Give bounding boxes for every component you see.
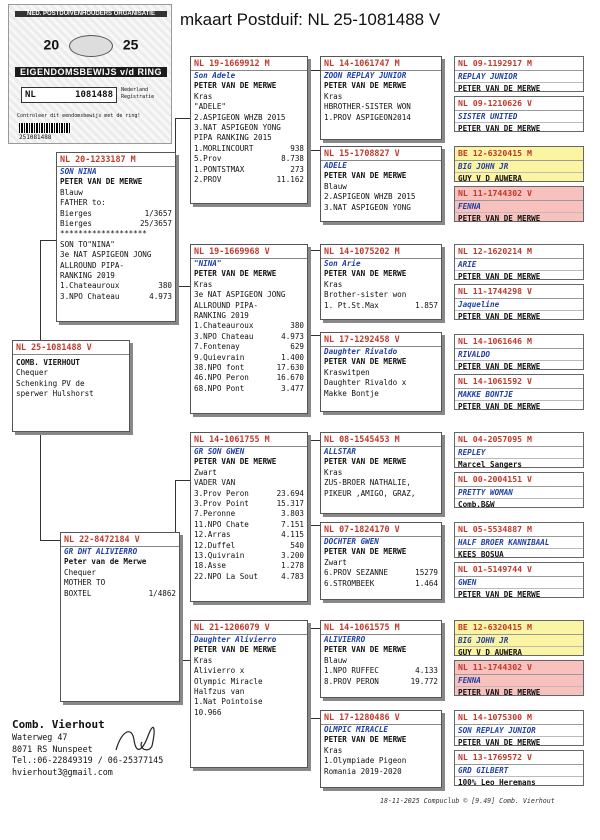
- pedigree-name: OLMPIC MIRACLE: [324, 725, 389, 734]
- dam-ring: NL 22-8472184 V: [61, 533, 179, 547]
- pedigree-name: SISTER UNITED: [455, 111, 583, 123]
- sire-owner: PETER VAN DE MERWE: [60, 177, 143, 187]
- pedigree-result-row: 11.NPO Chate 7.151: [194, 519, 304, 529]
- owner-email[interactable]: hvierhout3@gmail.com: [12, 766, 113, 777]
- pedigree-line: Makke Bontje: [324, 388, 379, 398]
- pedigree-line: ZUS-BROER NATHALIE,: [324, 478, 411, 488]
- pedigree-owner: PETER VAN DE MERWE: [324, 547, 407, 557]
- pedigree-owner: PETER VAN DE MERWE: [194, 81, 277, 91]
- gen5-cell[interactable]: [454, 432, 584, 468]
- dam-result-row: BOXTEL 1/4862: [64, 588, 176, 598]
- pedigree-line: Kras: [324, 467, 343, 477]
- pedigree-result-row: 1. Pt.St.Max 1.857: [324, 300, 438, 310]
- pedigree-name: ADELE: [324, 161, 347, 170]
- pedigree-owner: GUY V D AUWERA: [458, 648, 523, 657]
- sire-card[interactable]: [56, 152, 176, 322]
- signature-icon: [112, 722, 160, 758]
- pedigree-name: FENNA: [455, 675, 583, 687]
- pedigree-ring: NL 14-1075202 M: [321, 245, 441, 259]
- pedigree-name: REPLEY: [455, 447, 583, 459]
- ring-certificate-image: [8, 4, 172, 144]
- owner-address: Waterweg 47: [12, 732, 68, 742]
- pedigree-name: SON REPLAY JUNIOR: [455, 725, 583, 737]
- ring-region: Nederland Registratie: [121, 87, 155, 100]
- pedigree-result-row: 12.Duffel 540: [194, 540, 304, 550]
- pedigree-owner: PETER VAN DE MERWE: [458, 590, 541, 599]
- pedigree-owner: PETER VAN DE MERWE: [458, 214, 541, 223]
- pedigree-ring: NL 17-1280486 V: [321, 711, 441, 725]
- pedigree-owner: GUY V D AUWERA: [458, 174, 523, 183]
- gen5-cell[interactable]: [454, 244, 584, 280]
- pedigree-name: HALF BROER KANNIBAAL: [455, 537, 583, 549]
- gen5-cell[interactable]: [454, 472, 584, 508]
- pedigree-result-row: 8.PROV PERON 19.772: [324, 676, 438, 686]
- pedigree-ring: NL 04-2057095 M: [455, 433, 583, 447]
- pedigree-owner: PETER VAN DE MERWE: [458, 362, 541, 371]
- sire-line: ALLROUND PIPA-: [60, 260, 125, 270]
- sire-line: RANKING 2019: [60, 271, 115, 281]
- gen5-cell[interactable]: [454, 284, 584, 320]
- gen5-cell[interactable]: [454, 334, 584, 370]
- gen4-card[interactable]: [320, 146, 442, 222]
- gen4-card[interactable]: [320, 620, 442, 698]
- pedigree-owner: PETER VAN DE MERWE: [458, 124, 541, 133]
- pedigree-owner: PETER VAN DE MERWE: [458, 272, 541, 281]
- gen5-cell[interactable]: [454, 522, 584, 558]
- pedigree-line: 3.NAT ASPIGEON YONG: [194, 123, 281, 133]
- pedigree-line: 2.ASPIGEON WHZB 2015: [324, 192, 416, 202]
- barcode-icon: [19, 123, 71, 133]
- granddam-maternal-card[interactable]: [190, 620, 308, 768]
- pedigree-ring: NL 05-5534887 M: [455, 523, 583, 537]
- pedigree-result-row: 18.Asse 1.278: [194, 561, 304, 571]
- pedigree-result-row: 1.PONTSTMAX 273: [194, 164, 304, 174]
- pedigree-name: Daughter Alivierro: [194, 635, 277, 644]
- pedigree-ring: NL 11-1744302 V: [455, 661, 583, 675]
- pedigree-name: Daughter Rivaldo: [324, 347, 398, 356]
- pedigree-line: "ADELE": [194, 102, 227, 112]
- owner-address: 8071 RS Nunspeet: [12, 743, 93, 754]
- pedigree-ring: NL 07-1824170 V: [321, 523, 441, 537]
- pedigree-owner: PETER VAN DE MERWE: [324, 269, 407, 279]
- pedigree-line: Kras: [324, 745, 343, 755]
- pedigree-result-row: 1.MORLINCOURT 938: [194, 143, 304, 153]
- pedigree-ring: BE 12-6320415 M: [455, 147, 583, 161]
- pedigree-result-row: 38.NPO font 17.630: [194, 363, 304, 373]
- pedigree-line: Kras: [194, 279, 213, 289]
- pedigree-owner: PETER VAN DE MERWE: [194, 645, 277, 655]
- pedigree-name: REPLAY JUNIOR: [455, 71, 583, 83]
- pedigree-line: Kras: [324, 279, 343, 289]
- dam-owner: Peter van de Merwe: [64, 557, 147, 567]
- pedigree-result-row: 2.PROV 11.162: [194, 175, 304, 185]
- ring-number-box: NL 1081488: [21, 87, 117, 103]
- pedigree-name: GRD GILBERT: [455, 765, 583, 777]
- pedigree-owner: 100% Leo Heremans: [458, 778, 536, 787]
- pedigree-line: Brother-sister won: [324, 290, 407, 300]
- grandsire-paternal-card[interactable]: [190, 56, 308, 204]
- pedigree-result-row: 9.Quievrain 1.400: [194, 352, 304, 362]
- gen4-card[interactable]: [320, 432, 442, 514]
- pedigree-ring: NL 09-1210626 V: [455, 97, 583, 111]
- pedigree-ring: NL 12-1620214 M: [455, 245, 583, 259]
- subject-line: sperwer Hulshorst: [16, 389, 94, 399]
- subject-line: Chequer: [16, 368, 49, 378]
- pedigree-result-row: 1.Chateauroux 380: [194, 321, 304, 331]
- gen4-card[interactable]: [320, 244, 442, 320]
- pedigree-owner: KEES BOSUA: [458, 550, 504, 559]
- pedigree-line: Romania 2019-2020: [324, 766, 402, 776]
- pedigree-name: PRETTY WOMAN: [455, 487, 583, 499]
- grandsire-maternal-card[interactable]: [190, 432, 308, 602]
- pedigree-result-row: 12.Arras 4.115: [194, 530, 304, 540]
- gen5-cell[interactable]: [454, 146, 584, 182]
- pedigree-line: Zwart: [324, 557, 347, 567]
- gen5-cell[interactable]: [454, 374, 584, 410]
- pedigree-owner: PETER VAN DE MERWE: [194, 457, 277, 467]
- page-title: mkaart Postduif: NL 25-1081488 V: [180, 10, 441, 29]
- pedigree-ring: NL 13-1769572 V: [455, 751, 583, 765]
- owner-name: Comb. Vierhout: [12, 718, 105, 731]
- sire-line: FATHER to:: [60, 198, 106, 208]
- pedigree-result-row: 3.Prov Point 15.317: [194, 499, 304, 509]
- pedigree-ring: NL 19-1669912 M: [191, 57, 307, 71]
- gen5-cell[interactable]: [454, 96, 584, 132]
- pedigree-line: PIKEUR ,AMIGO, GRAZ,: [324, 488, 416, 498]
- pedigree-owner: PETER VAN DE MERWE: [458, 84, 541, 93]
- pedigree-line: RANKING 2019: [194, 311, 249, 321]
- ring-note: Controleer dit eendomsbewijs met de ring!: [17, 113, 141, 119]
- pedigree-line: 1.PROV ASPIGEON2014: [324, 112, 411, 122]
- pedigree-line: 3e NAT ASPIGEON JONG: [194, 290, 286, 300]
- pedigree-owner: PETER VAN DE MERWE: [324, 735, 407, 745]
- gen5-cell[interactable]: [454, 186, 584, 222]
- pedigree-result-row: 1.NPO RUFFEC 4.133: [324, 666, 438, 676]
- pedigree-result-row: 6.STROMBEEK 1.464: [324, 578, 438, 588]
- sire-line: 3e NAT ASPIGEON JONG: [60, 250, 152, 260]
- pedigree-name: ALIVIERRO: [324, 635, 366, 644]
- pedigree-line: Olympic Miracle: [194, 676, 263, 686]
- pedigree-line: Halfzus van: [194, 687, 245, 697]
- pedigree-name: ARIE: [455, 259, 583, 271]
- pedigree-ring: BE 12-6320415 M: [455, 621, 583, 635]
- pedigree-owner: PETER VAN DE MERWE: [458, 312, 541, 321]
- pedigree-result-row: 5.Prov 8.738: [194, 154, 304, 164]
- pedigree-result-row: 46.NPO Peron 16.670: [194, 373, 304, 383]
- pedigree-name: GWEN: [455, 577, 583, 589]
- pedigree-ring: NL 09-1192917 M: [455, 57, 583, 71]
- pedigree-line: 3.NAT ASPIGEON YONG: [324, 202, 411, 212]
- pedigree-owner: PETER VAN DE MERWE: [324, 81, 407, 91]
- pedigree-name: Son Arie: [324, 259, 361, 268]
- gen5-cell[interactable]: [454, 660, 584, 696]
- pedigree-line: 1.Olympiade Pigeon: [324, 756, 407, 766]
- pedigree-owner: PETER VAN DE MERWE: [194, 269, 277, 279]
- pedigree-line: 1.Nat Pointoise: [194, 697, 263, 707]
- pedigree-owner: PETER VAN DE MERWE: [458, 738, 541, 747]
- gen5-cell[interactable]: [454, 750, 584, 786]
- pedigree-result-row: 3.Prov Peron 23.694: [194, 488, 304, 498]
- pedigree-ring: NL 14-1061575 M: [321, 621, 441, 635]
- pedigree-line: ALLROUND PIPA-: [194, 300, 259, 310]
- pedigree-line: 10.966: [194, 707, 222, 717]
- pedigree-line: Alivierro x: [194, 666, 245, 676]
- gen4-card[interactable]: [320, 522, 442, 600]
- granddam-paternal-card[interactable]: [190, 244, 308, 414]
- pedigree-result-row: 3.NPO Chateau 4.973: [194, 331, 304, 341]
- pedigree-ring: NL 11-1744298 V: [455, 285, 583, 299]
- pedigree-line: VADER VAN: [194, 478, 236, 488]
- pedigree-name: BIG JOHN JR: [455, 635, 583, 647]
- pedigree-name: Son Adele: [194, 71, 236, 80]
- pedigree-ring: NL 11-1744302 V: [455, 187, 583, 201]
- pedigree-line: Kraswitpen: [324, 367, 370, 377]
- pedigree-owner: PETER VAN DE MERWE: [324, 357, 407, 367]
- pedigree-line: Kras: [324, 91, 343, 101]
- subject-ring: NL 25-1081488 V: [13, 341, 129, 355]
- pedigree-result-row: 22.NPO La Sout 4.783: [194, 571, 304, 581]
- gen4-card[interactable]: [320, 710, 442, 788]
- dam-line: MOTHER TO: [64, 578, 106, 588]
- pedigree-name: GR SON GWEN: [194, 447, 245, 456]
- pedigree-line: 2.ASPIGEON WHZB 2015: [194, 112, 286, 122]
- sire-line: SON TO"NINA": [60, 239, 115, 249]
- pedigree-name: ZOON REPLAY JUNIOR: [324, 71, 407, 80]
- pedigree-result-row: 6.PROV SEZANNE 15279: [324, 568, 438, 578]
- pedigree-owner: PETER VAN DE MERWE: [324, 171, 407, 181]
- ring-years: 20 25: [15, 35, 167, 57]
- pedigree-name: FENNA: [455, 201, 583, 213]
- sire-result-row: Bierges 1/3657: [60, 208, 172, 218]
- sire-ring: NL 20-1233187 M: [57, 153, 175, 167]
- pedigree-line: Daughter Rivaldo x: [324, 378, 407, 388]
- pedigree-owner: Marcel Sangers: [458, 460, 523, 469]
- pedigree-line: Kras: [194, 91, 213, 101]
- pedigree-line: Blauw: [324, 181, 347, 191]
- pedigree-ring: NL 14-1061747 M: [321, 57, 441, 71]
- gen5-cell[interactable]: [454, 710, 584, 746]
- pedigree-name: BIG JOHN JR: [455, 161, 583, 173]
- ring-barcode-number: 251081488: [19, 134, 52, 141]
- dam-card[interactable]: [60, 532, 180, 702]
- pedigree-ring: NL 14-1061592 V: [455, 375, 583, 389]
- pedigree-line: Blauw: [324, 655, 347, 665]
- pedigree-name: MAKKE BONTJE: [455, 389, 583, 401]
- pedigree-ring: NL 14-1075300 M: [455, 711, 583, 725]
- pedigree-name: Jaqueline: [455, 299, 583, 311]
- pedigree-ring: NL 19-1669968 V: [191, 245, 307, 259]
- gen5-cell[interactable]: [454, 562, 584, 598]
- pedigree-ring: NL 00-2004151 V: [455, 473, 583, 487]
- pedigree-owner: PETER VAN DE MERWE: [324, 645, 407, 655]
- pedigree-result-row: 7.Peronne 3.803: [194, 509, 304, 519]
- pedigree-ring: NL 21-1206079 V: [191, 621, 307, 635]
- footer-text: 18-11-2025 Compuclub © [9.49] Comb. Vierhout: [380, 797, 555, 805]
- pedigree-result-row: 68.NPO Pont 3.477: [194, 383, 304, 393]
- pedigree-line: Kras: [194, 655, 213, 665]
- gen5-cell[interactable]: [454, 56, 584, 92]
- sire-line: *******************: [60, 229, 147, 239]
- pedigree-name: ALLSTAR: [324, 447, 357, 456]
- pedigree-owner: Comb.B&W: [458, 500, 495, 509]
- sire-name: SON NINA: [60, 167, 97, 176]
- owner-phone: Tel.:06-22849319 / 06-25377145: [12, 755, 164, 766]
- pedigree-result-row: 7.Fontenay 629: [194, 342, 304, 352]
- dam-line: Chequer: [64, 567, 97, 577]
- pedigree-name: DOCHTER GWEN: [324, 537, 379, 546]
- pedigree-result-row: 13.Quivrain 3.200: [194, 551, 304, 561]
- gen4-card[interactable]: [320, 332, 442, 412]
- subject-line: Schenking PV de: [16, 378, 85, 388]
- pedigree-line: HBROTHER-SISTER WON: [324, 102, 411, 112]
- ring-org: NED. POSTDUIVENHOUDERS ORGANISATIE: [15, 11, 167, 17]
- pedigree-ring: NL 08-1545453 M: [321, 433, 441, 447]
- pedigree-ring: NL 14-1061646 M: [455, 335, 583, 349]
- gen5-cell[interactable]: [454, 620, 584, 656]
- sire-result-row: 3.NPO Chateau 4.973: [60, 291, 172, 301]
- subject-owner: COMB. VIERHOUT: [16, 358, 81, 367]
- pedigree-ring: NL 17-1292458 V: [321, 333, 441, 347]
- pedigree-ring: NL 01-5149744 V: [455, 563, 583, 577]
- sire-result-row: Bierges 25/3657: [60, 219, 172, 229]
- gen4-card[interactable]: [320, 56, 442, 140]
- pedigree-ring: NL 14-1061755 M: [191, 433, 307, 447]
- pedigree-owner: PETER VAN DE MERWE: [458, 688, 541, 697]
- ring-band-text: EIGENDOMSBEWIJS v/d RING: [15, 67, 167, 77]
- pedigree-owner: PETER VAN DE MERWE: [458, 402, 541, 411]
- pedigree-ring: NL 15-1708827 V: [321, 147, 441, 161]
- pedigree-line: PIPA RANKING 2015: [194, 133, 272, 143]
- pedigree-name: "NINA": [194, 259, 222, 268]
- subject-pigeon-card[interactable]: [12, 340, 130, 432]
- pedigree-name: RIVALDO: [455, 349, 583, 361]
- pedigree-owner: PETER VAN DE MERWE: [324, 457, 407, 467]
- sire-line: Blauw: [60, 187, 83, 197]
- sire-result-row: 1.Chateauroux 380: [60, 281, 172, 291]
- pedigree-line: Zwart: [194, 467, 217, 477]
- dam-name: GR DHT ALIVIERRO: [64, 547, 138, 556]
